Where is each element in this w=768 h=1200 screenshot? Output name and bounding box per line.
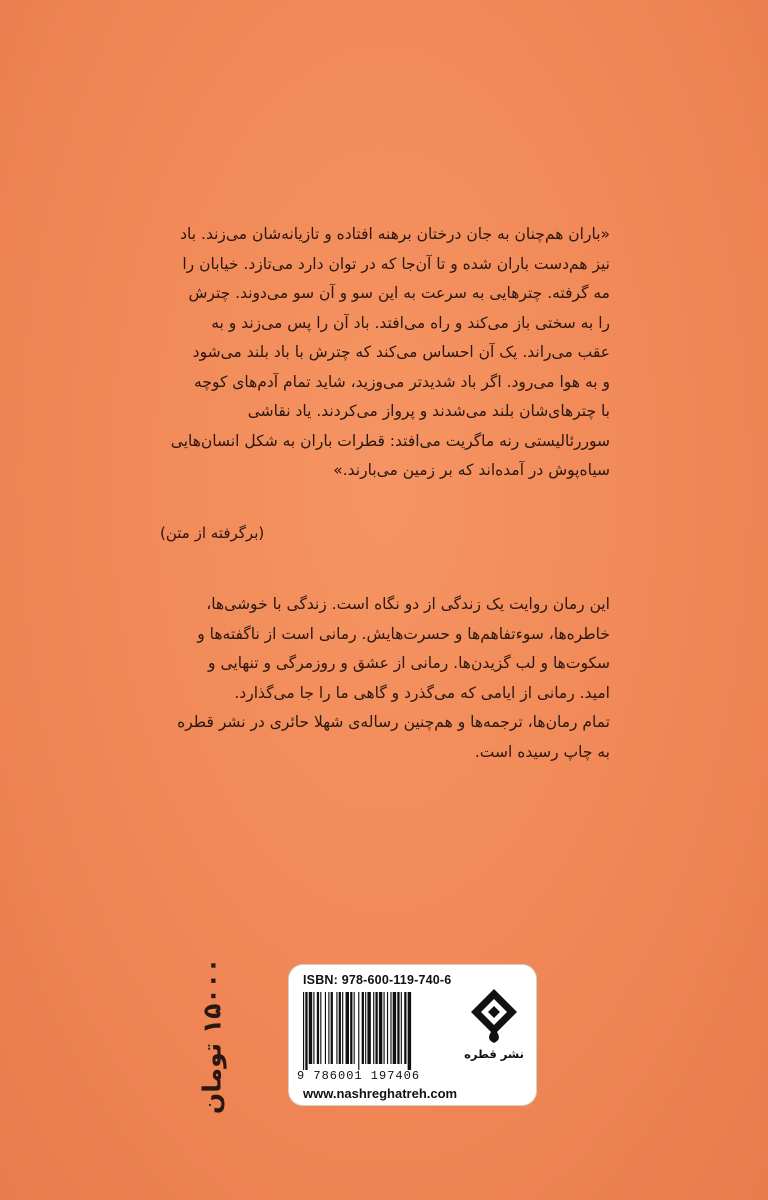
publisher-name: نشر قطره <box>464 1047 524 1061</box>
description-line: امید. رمانی از ایامی که می‌گذرد و گاهی ما را جا می‌گذارد. <box>234 683 610 702</box>
quote-line: سوررئالیستی رنه ماگریت می‌افتد: قطرات باران به شکل انسان‌هایی <box>170 431 610 450</box>
quote-source: (برگرفته از متن) <box>160 524 265 542</box>
droplet-diamond-logo-icon <box>469 987 519 1045</box>
publisher-logo <box>461 987 527 1061</box>
price-label: ۱۵۰۰۰ تومان <box>197 957 227 1115</box>
quote-line: مه گرفته. چترهایی به سرعت به این سو و آن سو می‌دوند. چترش <box>188 284 610 302</box>
quote-line: نیز هم‌دست باران شده و تا آن‌جا که در توان دارد می‌تازد. خیابان را <box>182 254 610 273</box>
excerpt-quote <box>160 220 610 486</box>
barcode-digits: 9 786001 197406 <box>297 1069 421 1083</box>
quote-line: «باران هم‌چنان به جان درختان برهنه افتاده و تازیانه‌شان می‌زند. باد <box>180 225 610 243</box>
description-line: سکوت‌ها و لب گزیدن‌ها. رمانی از عشق و روزمرگی و تنهایی و <box>208 654 610 672</box>
quote-line: با چترهای‌شان بلند می‌شدند و پرواز می‌کردند. یاد نقاشی <box>247 402 610 420</box>
quote-line: سیاه‌پوش در آمده‌اند که بر زمین می‌بارند.» <box>333 461 610 479</box>
description-line: تمام رمان‌ها، ترجمه‌ها و هم‌چنین رساله‌ی شهلا حائری در نشر قطره <box>177 713 610 731</box>
barcode-icon <box>301 992 451 1070</box>
description-line: این رمان روایت یک زندگی از دو نگاه است. زندگی با خوشی‌ها، <box>206 595 610 613</box>
publisher-website: www.nashreghatreh.com <box>303 1086 458 1101</box>
description-line: به چاپ رسیده است. <box>474 742 610 761</box>
isbn-box <box>289 965 536 1105</box>
quote-line: عقب می‌راند. یک آن احساس می‌کند که چترش با باد بلند می‌شود <box>192 343 610 361</box>
book-description <box>160 590 610 767</box>
quote-line: و به هوا می‌رود. اگر باد شدیدتر می‌وزید، شاید تمام آدم‌های کوچه <box>194 372 610 391</box>
quote-line: را به سختی باز می‌کند و راه می‌افتد. باد آن را پس می‌زند و به <box>211 313 610 332</box>
isbn-label: ISBN: 978-600-119-740-6 <box>303 973 452 987</box>
description-line: خاطره‌ها، سوء‌تفاهم‌ها و حسرت‌هایش. رمانی است از ناگفته‌ها و <box>197 624 610 643</box>
